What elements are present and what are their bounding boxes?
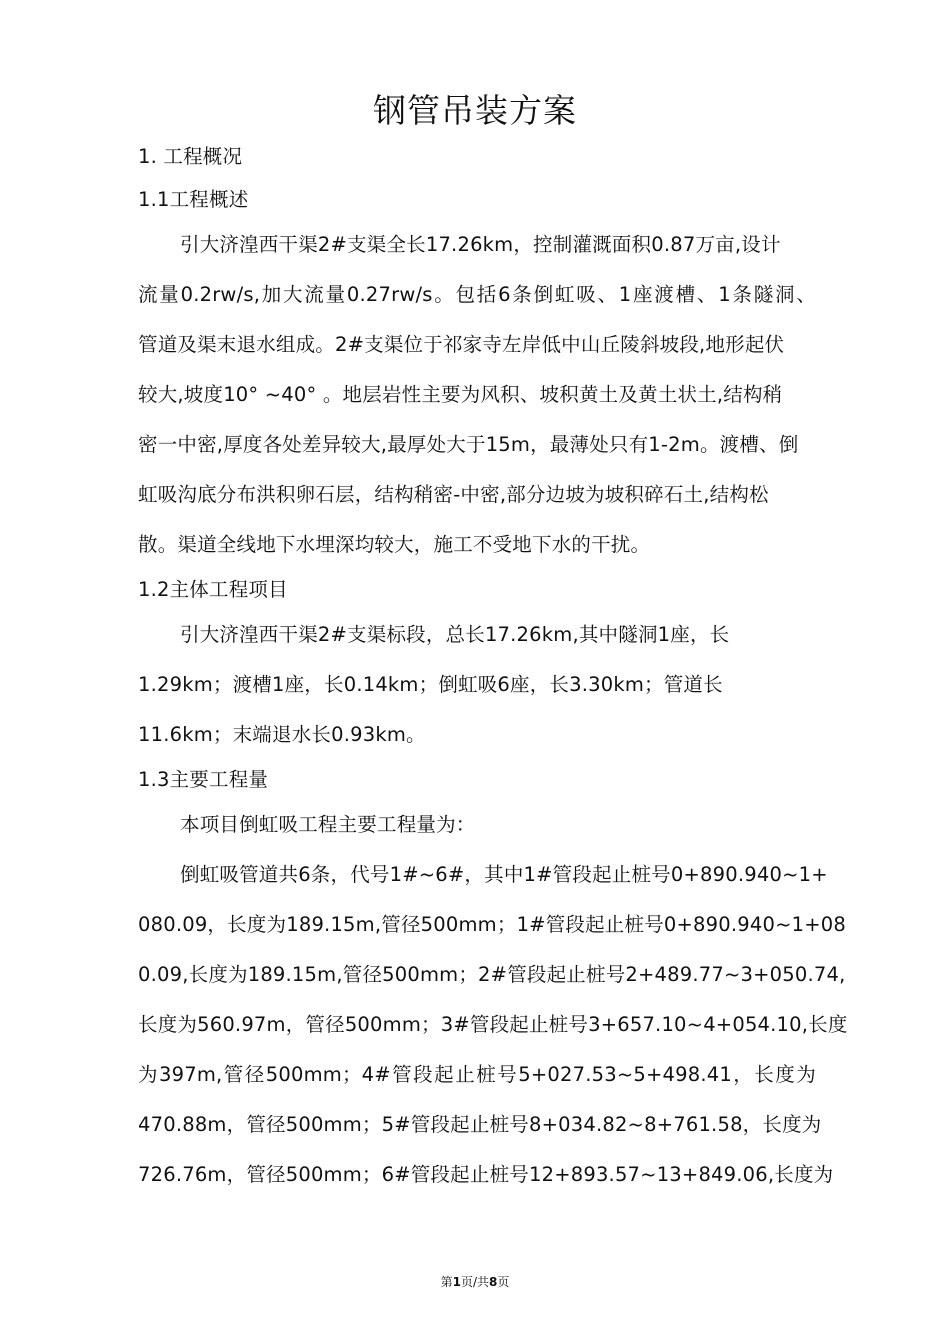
- page-footer: [0, 1274, 950, 1290]
- footer-middle: 页/共: [460, 1275, 490, 1289]
- paragraph-line: 引大济湟西干渠2#支渠标段，总长17.26km,其中隧洞1座，长: [180, 623, 730, 646]
- heading-1-2: 1.2主体工程项目: [138, 578, 288, 601]
- paragraph-line: 470.88m，管径500mm；5#管段起止桩号8+034.82~8+761.58，长度为: [138, 1113, 822, 1136]
- paragraph-line: 虹吸沟底分布洪积卵石层，结构稍密-中密,部分边坡为坡积碎石土,结构松: [138, 483, 769, 506]
- paragraph-line: 管道及渠末退水组成。2#支渠位于祁家寺左岸低中山丘陵斜坡段,地形起伏: [138, 333, 785, 356]
- footer-total-pages: 8: [489, 1275, 498, 1289]
- paragraph-line: 080.09，长度为189.15m,管径500mm；1#管段起止桩号0+890.940~1+08: [138, 913, 846, 936]
- paragraph-line: 1.29km；渡槽1座，长0.14km；倒虹吸6座，长3.30km；管道长: [138, 673, 723, 696]
- paragraph-line: 较大,坡度10° ~40° 。地层岩性主要为风积、坡积黄土及黄土状土,结构稍: [138, 383, 783, 406]
- paragraph-line: 0.09,长度为189.15m,管径500mm；2#管段起止桩号2+489.77~3+050.74,: [138, 963, 846, 986]
- paragraph-line: 散。渠道全线地下水埋深均较大，施工不受地下水的干扰。: [138, 533, 651, 556]
- paragraph-line: 流量0.2rw/s,加大流量0.27rw/s。包括6条倒虹吸、1座渡槽、1条隧洞、: [138, 283, 816, 306]
- paragraph-line: 11.6km；末端退水长0.93km。: [138, 723, 426, 746]
- paragraph-line: 为397m,管径500mm；4#管段起止桩号5+027.53~5+498.41，长度为: [138, 1063, 816, 1086]
- document-title: 钢管吊装方案: [373, 91, 577, 130]
- heading-1: 1. 工程概况: [138, 145, 243, 168]
- heading-1-3: 1.3主要工程量: [138, 768, 269, 791]
- paragraph-line: 引大济湟西干渠2#支渠全长17.26km，控制灌溉面积0.87万亩,设计: [180, 233, 781, 256]
- footer-page-number: 1: [452, 1275, 461, 1289]
- paragraph-line: 本项目倒虹吸工程主要工程量为：: [180, 813, 476, 836]
- footer-suffix: 页: [497, 1275, 510, 1289]
- paragraph-line: 密一中密,厚度各处差异较大,最厚处大于15m，最薄处只有1-2m。渡槽、倒: [138, 433, 799, 456]
- paragraph-line: 726.76m，管径500mm；6#管段起止桩号12+893.57~13+849.06,长度为: [138, 1163, 834, 1186]
- heading-1-1: 1.1工程概述: [138, 188, 249, 211]
- footer-prefix: 第: [440, 1275, 453, 1289]
- paragraph-line: 倒虹吸管道共6条，代号1#~6#，其中1#管段起止桩号0+890.940~1+: [180, 863, 828, 886]
- paragraph-line: 长度为560.97m，管径500mm；3#管段起止桩号3+657.10~4+054.10,长度: [138, 1013, 848, 1036]
